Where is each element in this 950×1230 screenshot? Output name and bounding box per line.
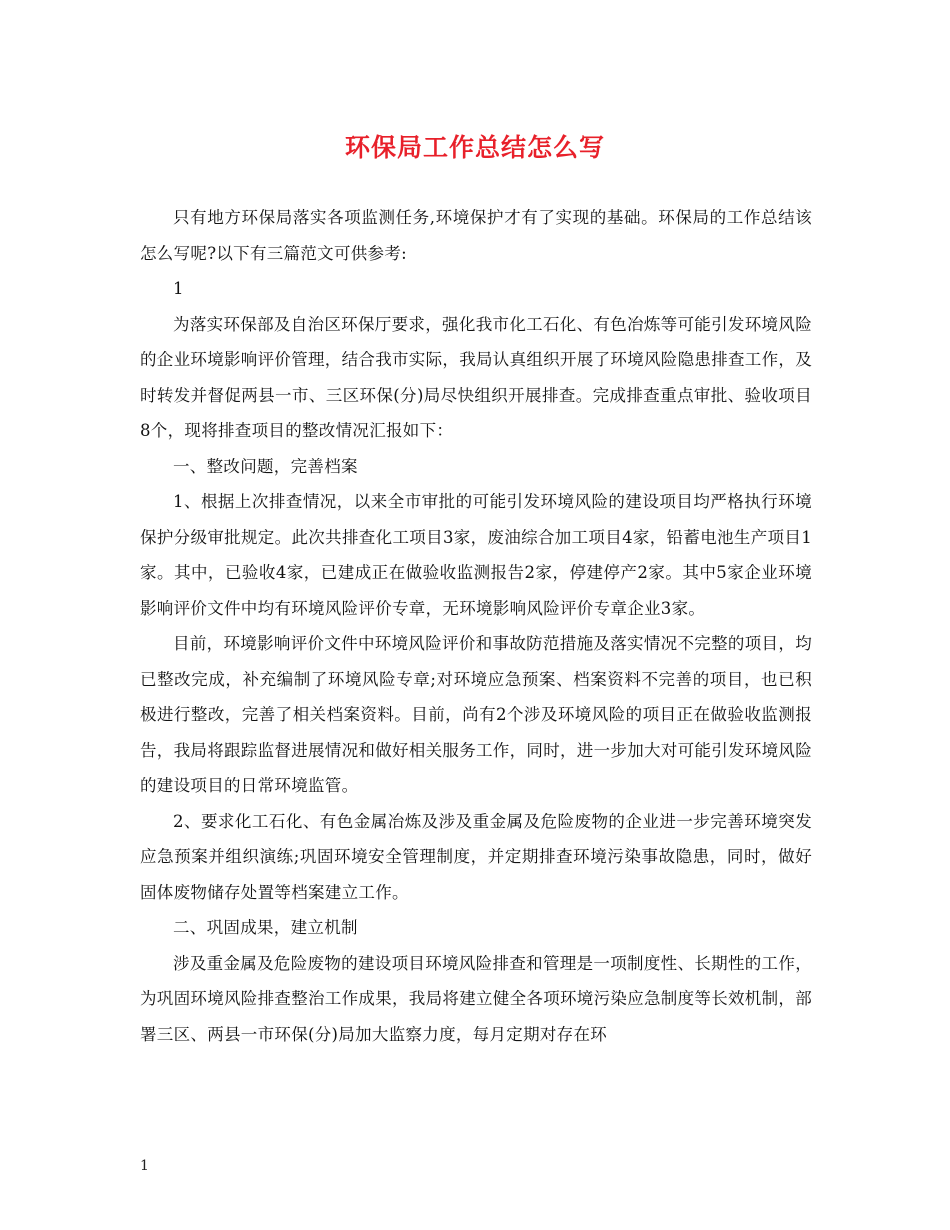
body-paragraph: 涉及重金属及危险废物的建设项目环境风险排查和管理是一项制度性、长期性的工作，为巩固环境风险排查整治工作成果，我局将建立健全各项环境污染应急制度等长效机制，部署三区、两县一市环保(分)局加大监察力度，每月定期对存在环	[140, 953, 812, 1044]
body-paragraph: 2、要求化工石化、有色金属冶炼及涉及重金属及危险废物的企业进一步完善环境突发应急预案并组织演练;巩固环境安全管理制度，并定期排查环境污染事故隐患，同时，做好固体废物储存处置等档案建立工作。	[140, 811, 812, 902]
body-paragraph: 目前，环境影响评价文件中环境风险评价和事故防范措施及落实情况不完整的项目，均已整改完成，补充编制了环境风险专章;对环境应急预案、档案资料不完善的项目，也已积极进行整改，完善了相关档案资料。目前，尚有2个涉及环境风险的项目正在做验收监测报告，我局将跟踪监督进展情况和做好相关服务工作，同时，进一步加大对可能引发环境风险的建设项目的日常环境监管。	[140, 634, 812, 795]
body-paragraph: 为落实环保部及自治区环保厅要求，强化我市化工石化、有色冶炼等可能引发环境风险的企业环境影响评价管理，结合我市实际，我局认真组织开展了环境风险隐患排查工作，及时转发并督促两县一市、三区环保(分)局尽快组织开展排查。完成排查重点审批、验收项目8个，现将排查项目的整改情况汇报如下：	[140, 314, 812, 440]
section-heading: 一、整改问题，完善档案	[173, 456, 358, 476]
section-number: 1	[173, 279, 184, 298]
section-heading: 二、巩固成果，建立机制	[173, 918, 358, 937]
body-paragraph: 1、根据上次排查情况，以来全市审批的可能引发环境风险的建设项目均严格执行环境保护分级审批规定。此次共排查化工项目3家，废油综合加工项目4家，铅蓄电池生产项目1家。其中，已验收4家，已建成正在做验收监测报告2家，停建停产2家。其中5家企业环境影响评价文件中均有环境风险评价专章，无环境影响风险评价专章企业3家。	[140, 492, 812, 618]
document-title: 环保局工作总结怎么写	[344, 133, 605, 162]
intro-paragraph: 只有地方环保局落实各项监测任务,环境保护才有了实现的基础。环保局的工作总结该怎么写呢?以下有三篇范文可供参考:	[140, 208, 812, 263]
page-number: 1	[140, 1158, 149, 1174]
document-body	[140, 200, 812, 1052]
